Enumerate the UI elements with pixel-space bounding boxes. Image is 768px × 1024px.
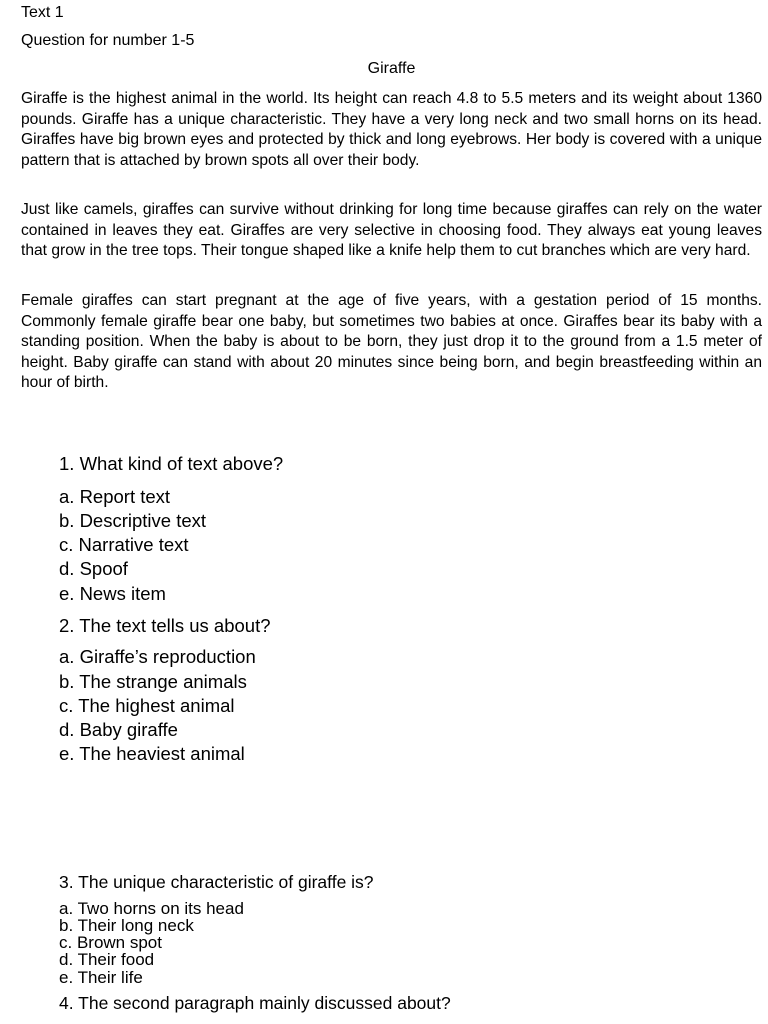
question-text: 4. The second paragraph mainly discussed about? [59, 993, 451, 1013]
option-d: d. Spoof [59, 558, 128, 579]
question-text: 3. The unique characteristic of giraffe is? [59, 872, 374, 892]
option-a: a. Giraffe’s reproduction [59, 646, 256, 667]
option-c: c. Brown spot [59, 933, 162, 952]
option-b: b. Their long neck [59, 916, 194, 935]
question-text: 2. The text tells us about? [59, 615, 271, 636]
question-text: 1. What kind of text above? [59, 453, 284, 474]
option-d: d. Their food [59, 950, 155, 969]
option-c: c. Narrative text [59, 534, 189, 555]
paragraph-2: Just like camels, giraffes can survive without drinking for long time because giraffes can rely on the water contained in leaves they eat. Giraffes are very selective in choosing food. They always eat young leaves that grow in the tree tops. Their tongue shaped like a knife help them to cut branches which are very hard. [21, 201, 762, 260]
option-b: b. The strange animals [59, 671, 247, 692]
option-d: d. Baby giraffe [59, 719, 178, 740]
paragraph-1: Giraffe is the highest animal in the world. Its height can reach 4.8 to 5.5 meters and its weight about 1360 pounds. Giraffe has a unique characteristic. They have a very long neck and two small horns on its head. Giraffes have big brown eyes and protected by thick and long eyebrows. Her body is covered with a unique pattern that is attached by brown spots all over their body. [21, 90, 762, 169]
text-label: Text 1 [21, 4, 64, 21]
option-e: e. Their life [59, 968, 143, 987]
option-a: a. Two horns on its head [59, 899, 244, 918]
option-e: e. The heaviest animal [59, 743, 245, 764]
paragraph-3: Female giraffes can start pregnant at the age of five years, with a gestation period of 15 months. Commonly female giraffe bear one baby, but sometimes two babies at once. Giraffes bear its baby with a standing position. When the baby is about to be born, they just drop it to the ground from a 1.5 meter of height. Baby giraffe can stand with about 20 minutes since being born, and begin breastfeeding within an hour of birth. [21, 292, 762, 392]
option-c: c. The highest animal [59, 695, 235, 716]
option-a: a. Report text [59, 486, 171, 507]
option-e: e. News item [59, 583, 166, 604]
option-b: b. Descriptive text [59, 510, 207, 531]
article-title: Giraffe [367, 60, 416, 77]
question-range: Question for number 1-5 [21, 32, 195, 49]
